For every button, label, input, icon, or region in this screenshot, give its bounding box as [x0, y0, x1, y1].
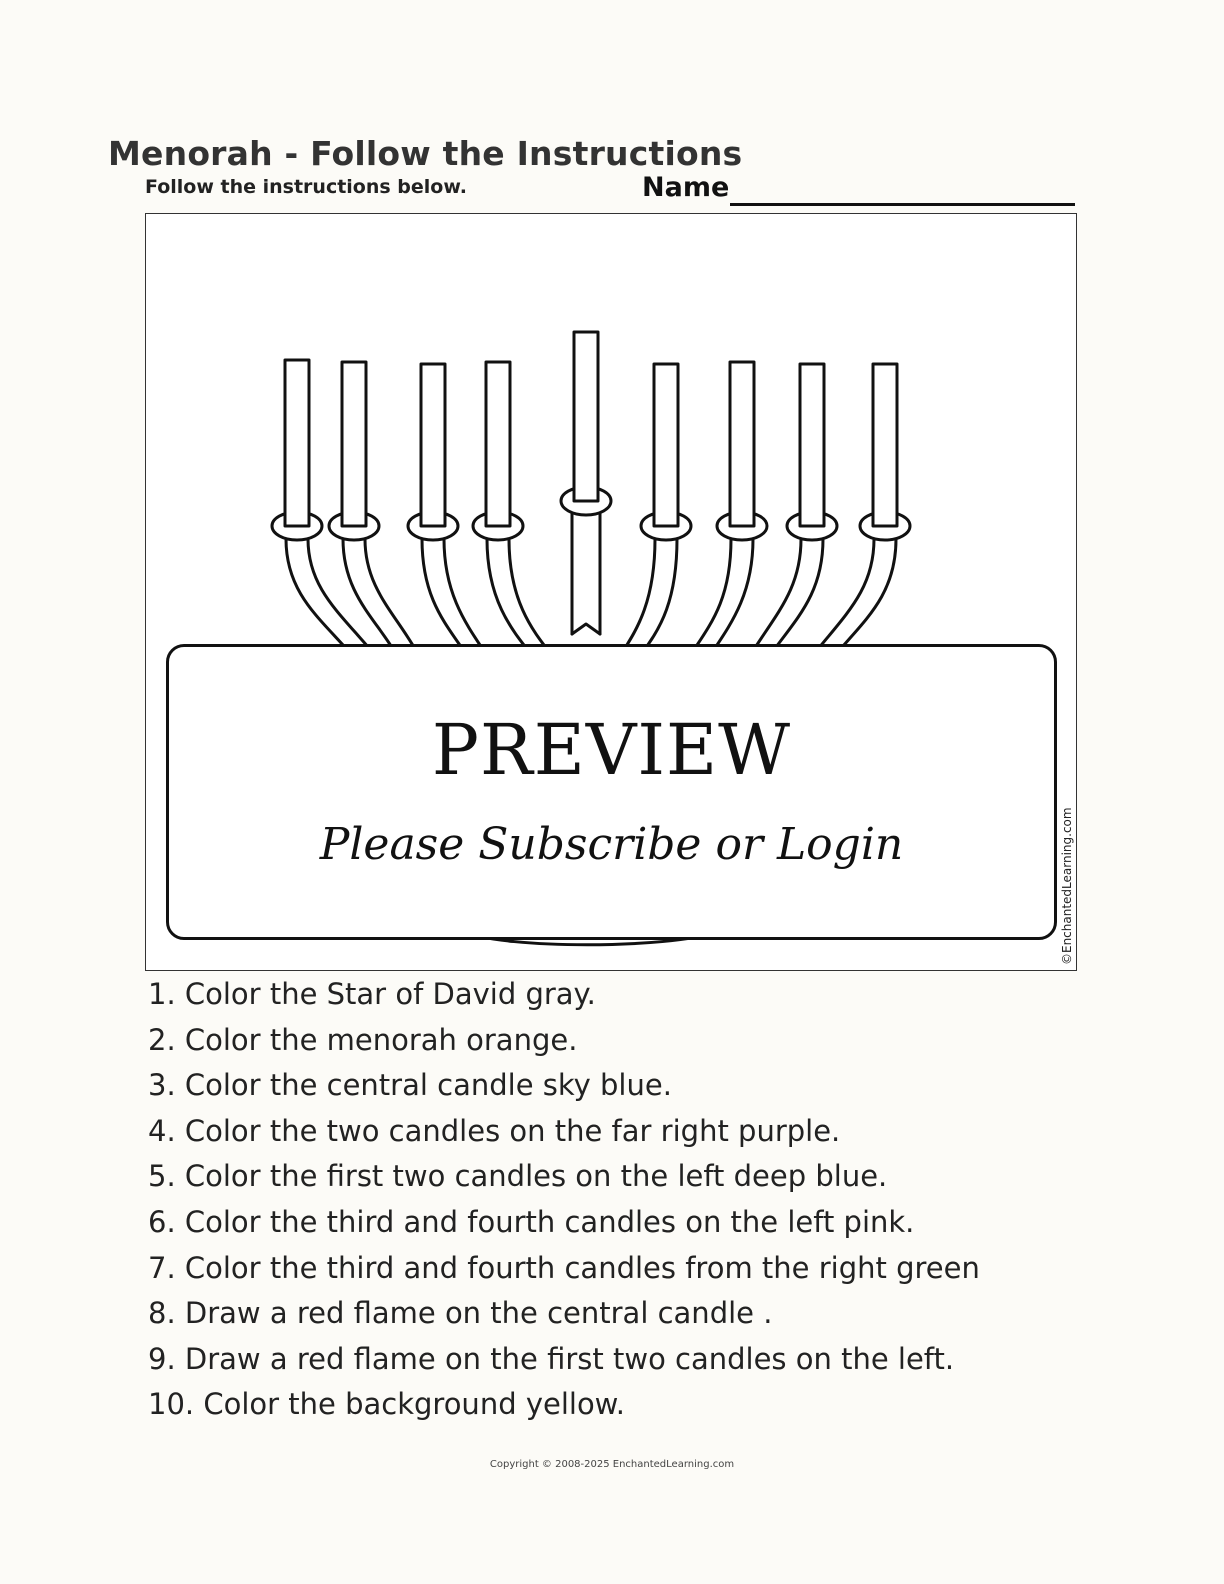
name-label: Name: [642, 172, 730, 203]
instruction-item: 9. Draw a red flame on the first two candles on the left.: [148, 1341, 955, 1376]
candle-9: [873, 364, 897, 526]
instruction-item: 4. Color the two candles on the far right purple.: [148, 1113, 841, 1148]
instruction-item: 10. Color the background yellow.: [148, 1387, 625, 1422]
candle-6: [654, 364, 678, 526]
instruction-item: 6. Color the third and fourth candles on the left pink.: [148, 1204, 915, 1239]
instruction-item: 8. Draw a red flame on the central candle .: [148, 1296, 773, 1331]
page-title: Menorah - Follow the Instructions: [108, 134, 743, 174]
candle-8: [800, 364, 824, 526]
candle-2: [342, 362, 366, 526]
watermark: ©EnchantedLearning.com: [1060, 807, 1074, 965]
instructions-list: [148, 972, 980, 1428]
copyright-footer: Copyright © 2008-2025 EnchantedLearning.com: [489, 1459, 735, 1470]
instruction-intro: Follow the instructions below.: [145, 176, 467, 198]
subscribe-login-link[interactable]: Please Subscribe or Login: [319, 819, 904, 870]
candle-4: [486, 362, 510, 526]
candle-7: [730, 362, 754, 526]
preview-overlay[interactable]: [166, 644, 1057, 940]
preview-title: PREVIEW: [431, 709, 792, 791]
candle-1: [285, 360, 309, 526]
instruction-item: 3. Color the central candle sky blue.: [148, 1068, 672, 1103]
name-line: [730, 203, 1075, 206]
candles: [285, 332, 897, 526]
worksheet-header: [145, 172, 1077, 212]
candle-3: [421, 364, 445, 526]
instruction-item: 5. Color the first two candles on the left deep blue.: [148, 1159, 888, 1194]
instruction-item: 1. Color the Star of David gray.: [148, 977, 596, 1011]
instruction-item: 7. Color the third and fourth candles from the right green: [148, 1250, 980, 1285]
instruction-item: 2. Color the menorah orange.: [148, 1022, 578, 1057]
candle-center: [574, 332, 598, 501]
